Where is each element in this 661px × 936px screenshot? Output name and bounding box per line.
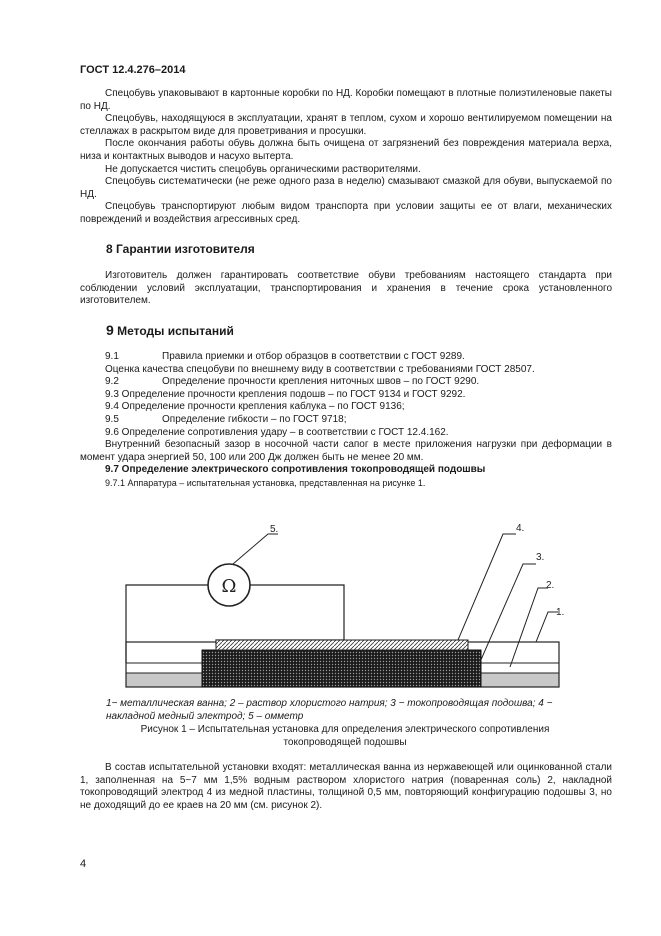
closing-text	[80, 762, 612, 812]
subsection-heading: 9.7 Определение электрического сопротивления токопроводящей подошвы	[105, 464, 486, 476]
list-item: Оценка качества спецобуви по внешнему виду в соответствии с требованиями ГОСТ 28507.	[105, 363, 535, 375]
paragraph: Спецобувь транспортируют любым видом транспорта при условии защиты ее от влаги, механических повреждений и воздействия агрессивных сред.	[80, 201, 612, 225]
section-9-heading	[106, 322, 234, 338]
paragraph: После окончания работы обувь должна быть очищена от загрязнений без повреждения материала верха, низа и контактных выводов и насухо вытерта.	[80, 138, 612, 162]
section-8-text	[80, 270, 612, 308]
paragraph: В состав испытательной установки входят: металлическая ванна из нержавеющей или оцинкованной стали 1, заполненная на 5−7 мм 1,5% водным раствором хлористого натрия (поваренная соль) 2, накладной токопроводящий электрод 4 из медной пластины, толщиной 0,5 мм, повторяющий конфигурацию подошвы 3, но не доходящий до ее краев на 20 мм (см. рисунок 2).	[80, 762, 612, 811]
paragraph: Внутренний безопасный зазор в носочной части сапог в месте приложения нагрузки при деформации в момент удара энергией 50, 100 или 200 Дж должен быть не менее 20 мм.	[80, 439, 612, 463]
figure-test-setup	[118, 522, 568, 694]
label-5: 5.	[270, 524, 279, 535]
label-1: 1.	[556, 607, 565, 618]
standard-number: ГОСТ 12.4.276–2014	[80, 64, 186, 76]
list-item: 9.2 Определение прочности крепления ниточных швов – по ГОСТ 9290.	[105, 376, 480, 388]
paragraph: Спецобувь систематически (не реже одного раза в неделю) смазывают смазкой для обуви, выпускаемой по НД.	[80, 176, 612, 200]
section-8-heading: 8 Гарантии изготовителя	[106, 242, 255, 256]
figure-legend: 1− металлическая ванна; 2 – раствор хлористого натрия; 3 − токопроводящая подошва; 4 − накладной медный электрод; 5 – омметр	[106, 698, 553, 722]
ohm-symbol: Ω	[221, 576, 237, 597]
list-item: 9.4 Определение прочности крепления каблука – по ГОСТ 9136;	[105, 401, 405, 413]
section-9-text	[80, 351, 612, 490]
list-item: 9.7.1 Аппаратура – испытательная установка, представленная на рисунке 1.	[105, 477, 426, 488]
label-2: 2.	[546, 580, 555, 591]
figure-caption: Рисунок 1 – Испытательная установка для определения электрического сопротивления токопроводящей подошвы	[140, 724, 550, 748]
list-item: 9.1 Правила приемки и отбор образцов в соответствии с ГОСТ 9289.	[105, 351, 465, 362]
paragraph: Изготовитель должен гарантировать соответствие обуви требованиям настоящего стандарта при соблюдении условий эксплуатации, транспортирования и хранения в течение срока установленного изготовителем.	[80, 270, 612, 307]
list-item: 9.5 Определение гибкости – по ГОСТ 9718;	[105, 413, 347, 425]
paragraph: Спецобувь упаковывают в картонные коробки по НД. Коробки помещают в плотные полиэтиленовые пакеты по НД.	[80, 88, 612, 112]
label-3: 3.	[536, 552, 545, 563]
intro-text	[80, 88, 612, 227]
list-item: 9.3 Определение прочности крепления подошв – по ГОСТ 9134 и ГОСТ 9292.	[105, 388, 466, 400]
section-title: Методы испытаний	[117, 324, 234, 338]
list-item: 9.6 Определение сопротивления удару – в соответствии с ГОСТ 12.4.162.	[105, 426, 449, 438]
copper-electrode	[216, 640, 468, 650]
label-4: 4.	[516, 523, 525, 534]
paragraph: Не допускается чистить спецобувь органическими растворителями.	[105, 163, 421, 175]
paragraph: Спецобувь, находящуюся в эксплуатации, хранят в теплом, сухом и хорошо вентилируемом помещении на стеллажах в раскрытом виде для проветривания и просушки.	[80, 113, 612, 137]
page-number: 4	[80, 858, 87, 870]
conductive-sole	[202, 650, 481, 687]
section-number: 9	[106, 322, 114, 338]
